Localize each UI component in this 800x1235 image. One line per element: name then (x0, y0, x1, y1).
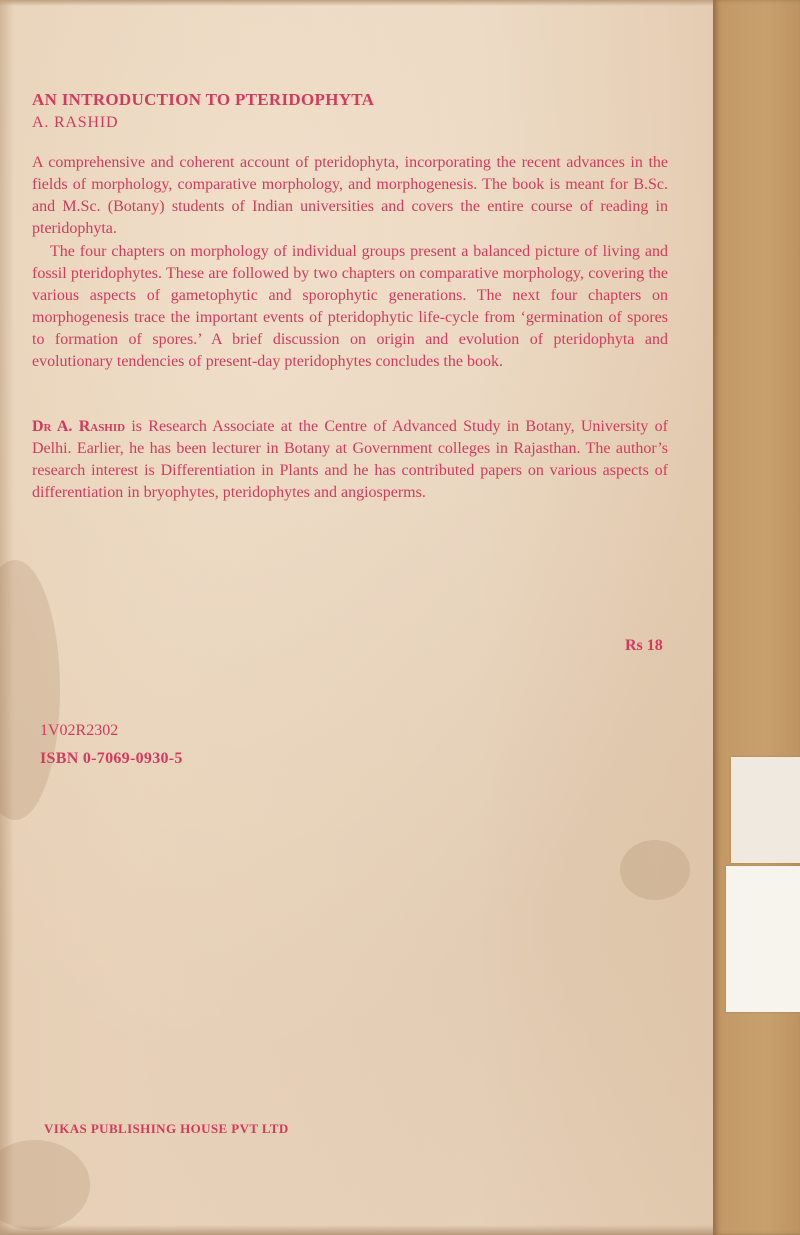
description-paragraph-2: The four chapters on morphology of individual groups present a balanced picture of living and fossil pteridophytes. These are followed by two chapters on comparative morphology, covering the various aspects of gametophytic and sporophytic generations. The next four chapters on morphogenesis trace the important events of pteridophytic life-cycle from ‘germination of spores to formation of spores.’ A brief discussion on origin and evolution of pteridophyta and evolutionary tendencies of present-day pteridophytes concludes the book. (32, 243, 668, 370)
publisher: VIKAS PUBLISHING HOUSE PVT LTD (44, 1121, 289, 1136)
isbn: ISBN 0-7069-0930-5 (40, 750, 183, 767)
paper-stain (0, 560, 60, 820)
library-label (726, 866, 800, 1012)
library-label (731, 757, 800, 863)
price: Rs 18 (625, 637, 663, 654)
description-paragraph-1: A comprehensive and coherent account of pteridophyta, incorporating the recent advances in the fields of morphology, comparative morphology, and morphogenesis. The book is meant for B.Sc. and M.Sc. (Botany) students of Indian universities and covers the entire course of reading in pteridophyta. (32, 154, 668, 237)
paper-stain (0, 1140, 90, 1230)
author-bio (32, 416, 668, 504)
paper-stain (620, 840, 690, 900)
author-bio-text: is Research Associate at the Centre of Advanced Study in Botany, University of Delhi. Earlier, he has been lecturer in Botany at Government colleges in Rajasthan. The author’s research interest is Differentiation in Plants and he has contributed papers on various aspects of differentiation in bryophytes, pteridophytes and angiosperms. (32, 418, 668, 501)
book-title: AN INTRODUCTION TO PTERIDOPHYTA (32, 90, 375, 109)
catalog-code: 1V02R2302 (40, 722, 119, 739)
author-bio-name: Dr A. Rashid (32, 418, 126, 435)
book-author: A. RASHID (32, 114, 119, 131)
spine-strip (713, 0, 800, 1235)
paper-edge-top (0, 0, 715, 6)
paper-edge-bottom (0, 1225, 715, 1235)
